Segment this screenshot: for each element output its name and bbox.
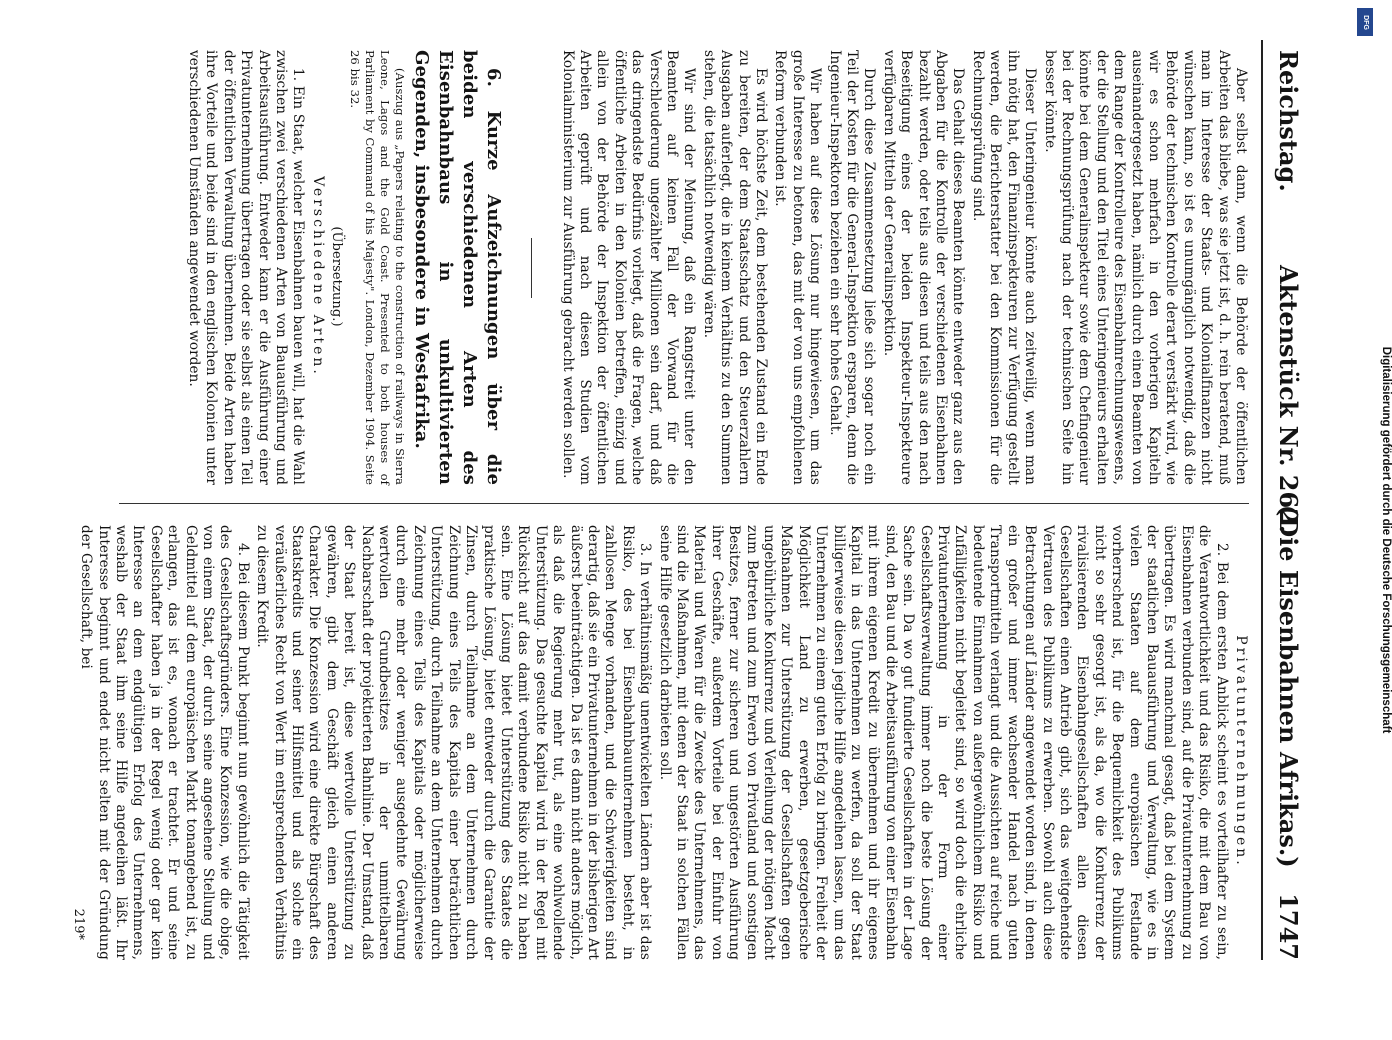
left-paragraph: Dieser Unteringenieur könnte auch zeitweilig, wenn man ihn nötig hat, den Finanzinspekteuren zur Verfügung gestellt werden, die Berichterstatter bei den Kommissionen für die Rechnungsprüfung sind.: [969, 50, 1039, 485]
page-number: 1747: [1274, 893, 1303, 960]
header-left: Reichstag.: [1274, 50, 1303, 192]
subheading: Verschiedene Arten.: [309, 176, 326, 377]
left-paragraph: Das Gehalt dieses Beamten könnte entweder ganz aus den Abgaben für die Kontrolle der verschiedenen Eisenbahnen bezahlt werden, oder teils aus diesen und teils aus den nach Beseitigung eines der beiden Inspekteur-Inspekteure verfügbaren Mitteln der Generalinspektion.: [880, 50, 967, 485]
source-citation: (Auszug aus „Papers relating to the construction of railways in Sierra Leone, Lagos and the Gold Coast. Presented to both houses of Parliament by Command of his Majesty". London, Dezember 1904. Seite 26 bis 32.: [348, 50, 408, 485]
signature-mark: 219*: [71, 908, 86, 940]
left-paragraph: Aber selbst dann, wenn die Behörde der öffentlichen Arbeiten das bliebe, was sie jetzt ist, d. h. rein beratend, muß man im Interesse der Staats- und Kolonialfinanzen nicht wünschen kann, so ist es unumgänglich notwendig, daß die Behörde der technischen Kontrolle derart verstärkt wird, wie wir es schon mehrfach in den vorherigen Kapiteln auseinandergesetzt haben, nämlich durch einen Beamten von dem Range der Kontrolleure des Eisenbahnrechnungswesens, der die Stellung und den Titel eines Unteringenieurs erhalten könnte bei dem Generalinspekteur sowie dem Chefingenieur bei der Rechnungsprüfung nach der technischen Seite hin besser könnte.: [1041, 50, 1249, 485]
header-topic: (Die Eisenbahnen Afrikas.): [1274, 505, 1303, 868]
digitization-note: Digitalisierung gefördert durch die Deutsche Forschungsgemeinschaft: [1380, 346, 1392, 734]
left-paragraph: Wir sind der Meinung, daß ein Rangstreit unter den Beamten auf keinen Fall der Vorwand für die Verschleuderung ungezählter Millionen sein darf, und daß das dringendste Bedürfnis vorliegt, daß die Fragen, welche öffentliche Arbeiten in den Kolonien betreffen, einzig und allein von der Behörde der Inspektion der öffentlichen Arbeiten geprüft und nach diesen Studien vom Kolonialministerium zur Ausführung gebracht werden sollen.: [559, 50, 698, 485]
dfg-logo-text: DFG: [1361, 14, 1369, 30]
dfg-logo-icon: [1357, 8, 1373, 36]
right-paragraph: 2. Bei dem ersten Anblick scheint es vorteilhafter zu sein, die Verantwortlichkeit und das Risiko, die mit dem Bau von Eisenbahnen verbunden sind, auf die Privatunternehmung zu übertragen. Es wird manchmal gesagt, daß bei dem System der staatlichen Bauausführung und Verwaltung, wie es in vielen Staaten auf dem europäischen Festlande vorherrschend ist, für die Bequemlichkeit des Publikums nicht so sehr gesorgt ist, als da, wo die Konkurrenz der rivalisierenden Eisenbahngesellschaften allen diesen Gesellschaften einen Antrieb gibt, sich das weitgehendste Vertrauen des Publikums zu erwerben. Sowohl auch diese Betrachtungen auf Länder angewendet worden sind, in denen ein großer und immer wachsender Handel nach guten Transportmitteln verlangt und die Aussichten auf reiche und bedeutende Einnahmen von außergewöhnlichem Risiko und Zufälligkeiten nicht begleitet sind, so wird doch die ehrliche Privatunternehmung in der Form einer Gesellschaftsverwaltung immer noch die beste Lösung der Sache sein. Da wo gut fundierte Gesellschaften in der Lage sind, den Bau und die Arbeitsausführung von einer Eisenbahn mit ihrem eigenen Kredit zu übernehmen und ihr eigenes Kapital in das Unternehmen zu werfen, da soll der Staat billigerweise diesen jegliche Hilfe angedeihen lassen, um das Unternehmen zu einem guten Erfolg zu bringen. Freiheit der Möglichkeit Land zu erwerben, gesetzgeberische Maßnahmen zur Unterstützung der Gesellschaften gegen ungebührliche Konkurrenz und Verleihung der nötigen Macht zum Betreten und zum Erwerb von Privatland und sonstigen Besitzes, ferner zur sicheren und ungestörten Ausführung ihrer Geschäfte, außerdem Vorteile bei der Einfuhr von Material und Waren für die Zwecke des Unternehmens, das sind die Maßnahmen, mit denen der Staat in solchen Fällen seine Hilfe gesetzlich darbieten soll.: [656, 525, 1230, 960]
left-column: [183, 50, 1250, 485]
right-heading: Privatunternehmungen.: [1233, 635, 1249, 868]
right-column: [75, 525, 1249, 960]
left-paragraph: Durch diese Zusammensetzung ließe sich sogar noch ein Teil der Kosten für die General-Inspektion ersparen, denn die Ingenieur-Inspektoren beziehen ein sehr hohes Gehalt.: [826, 50, 878, 485]
rotated-document-page: [61, 20, 1321, 980]
page-header: [1263, 50, 1303, 960]
header-rule: [1261, 40, 1263, 960]
translation-note: (Übersetzung.): [329, 226, 345, 327]
section-title: 6. Kurze Aufzeichnungen über die beiden verschiedenen Arten des Eisenbahnbaus in unkultivierten Gegenden, insbesondere in Westafrika.: [411, 50, 505, 485]
header-document-number: Aktenstück Nr. 262.: [1274, 265, 1303, 534]
left-paragraph: Es wird höchste Zeit, dem bestehenden Zustand ein Ende zu bereiten, der dem Staatsschatz und den Steuerzahlern Ausgaben auferlegt, die in keinem Verhältnis zu den Summen stehen, die tatsächlich notwendig wären.: [700, 50, 770, 485]
section-separator: [531, 238, 532, 298]
right-paragraph: 3. In verhältnismäßig unentwickelten Ländern aber ist das Risiko, des bei Eisenbahnbauunternehmen besteht, in zahllosen Menge vorhanden, und die Schwierigkeiten sind derartig, daß sie ein Privatunternehmen in der bisherigen Art äußerst beeinträchtigen. Da ist es dann nicht anders möglich, als daß die Regierung mehr tut, als eine wohlwollende Unterstützung. Das gesuchte Kapital wird in der Regel mit Rücksicht auf das damit verbundene Risiko nicht zu haben sein. Eine Lösung bietet Unterstützung des Staates die praktische Lösung, bietet entweder durch die Garantie der Zinsen, durch Teilnahme an dem Unternehmen durch Zeichnung eines Teils des Kapitals einer beträchtlichen Unterstützung, durch Teilnahme an dem Unternehmen durch Zeichnung eines Teils des Kapitals oder möglicherweise durch eine mehr oder weniger ausgedehnte Gewährung wertvollen Grundbesitzes in der unmittelbaren Nachbarschaft der projektierten Bahnlinie. Der Umstand, daß der Staat bereit ist, diese wertvolle Unterstützung zu gewähren, gibt dem Geschäft gleich einen anderen Charakter. Die Konzession wird eine direkte Bürgschaft des Staatskredits und seiner Hilfsmittel und als solche ein veräußerliches Recht von Wert im entsprechenden Verhältnis zu diesem Kredit.: [254, 525, 654, 960]
left-paragraph: 1. Ein Staat, welcher Eisenbahnen bauen will, hat die Wahl zwischen zwei verschiedenen Arten von Bauausführung und Arbeitsausführung. Entweder kann er die Ausführung einer Privatunternehmung übertragen oder sie selbst als einen Teil der öffentlichen Verwaltung übernehmen. Beide Arten haben ihre Vorteile und beide sind in den englischen Kolonien unter verschiedenen Umständen angewendet worden.: [185, 50, 307, 485]
digitization-strip: [1352, 0, 1392, 1000]
right-paragraph: 4. Bei diesem Punkt beginnt nun gewöhnlich die Tätigkeit des Gesellschaftsgründers. Eine Konzession, wie die obige, von einem Staat, der durch seine angesehene Stellung und Geldmittel auf dem europäischen Markt tonangebend ist, zu erlangen, das ist es, wonach er trachtet. Er und seine Gesellschafter haben ja in der Regel wenig oder gar kein Interesse an dem endgültigen Erfolg des Unternehmens, weshalb der Staat ihm seine Hilfe angedeihen läßt. Ihr Interesse beginnt und endet nicht selten mit der Gründung der Gesellschaft, bei: [78, 525, 251, 960]
column-divider: [119, 503, 1249, 504]
left-paragraph: Wir haben auf diese Lösung nur hingewiesen, um das große Interesse zu betonen, das mit der von uns empfohlenen Reform verbunden ist.: [772, 50, 824, 485]
